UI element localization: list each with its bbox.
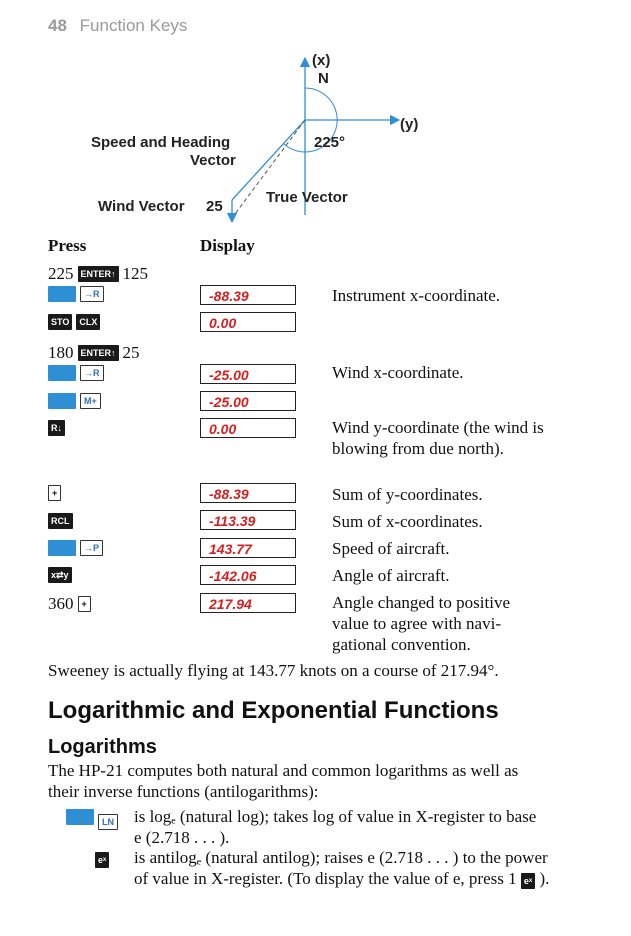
press-row-10 (48, 540, 103, 556)
ln-key: LN (98, 814, 118, 830)
to-rect-key: →R (80, 286, 104, 302)
blue-shift-key (48, 365, 76, 381)
press-value: 360 (48, 594, 74, 613)
plus-key: + (48, 485, 61, 501)
press-column-header: Press (48, 236, 87, 255)
speed-heading-vector (232, 120, 305, 200)
clx-key: CLX (76, 314, 100, 330)
wind-value-label: 25 (206, 198, 223, 215)
display-readout: 217.94 (200, 593, 296, 613)
section-title: Logarithmic and Exponential Functions (48, 697, 499, 724)
enter-key: ENTER↑ (78, 345, 119, 361)
ex-keys (95, 850, 109, 868)
press-row-5 (48, 365, 104, 381)
angle-label: 225° (314, 134, 346, 151)
press-row-2 (48, 286, 104, 302)
press-row-9 (48, 513, 73, 529)
ex-key: eˣ (95, 852, 109, 868)
y-axis-label: (y) (400, 116, 419, 133)
press-row-3 (48, 314, 100, 330)
press-value: 180 (48, 343, 74, 362)
rcl-key: RCL (48, 513, 73, 529)
x-axis-label: (x) (312, 52, 331, 69)
blue-shift-key (66, 809, 94, 825)
description: Speed of aircraft. (332, 539, 450, 558)
r-down-key: R↓ (48, 420, 65, 436)
blue-shift-key (48, 540, 76, 556)
press-row-4 (48, 343, 140, 363)
summary-sentence: Sweeney is actually flying at 143.77 knots on a course of 217.94°. (48, 661, 499, 680)
to-rect-key: →R (80, 365, 104, 381)
description: Sum of y-coordinates. (332, 485, 483, 504)
to-polar-key: →P (80, 540, 103, 556)
ex-description-text: is antilogₑ (natural antilog); raises e (2.718 . . . ) to the power of value in X-register. (To display the value of e, press (134, 848, 548, 888)
subsection-title: Logarithms (48, 736, 157, 758)
press-row-12 (48, 594, 91, 614)
ex-close: ). (539, 869, 550, 888)
description: Instrument x-coordinate. (332, 286, 501, 305)
north-label: N (318, 70, 329, 87)
press-value: 125 (122, 264, 149, 283)
press-row-7 (48, 420, 65, 436)
description: Wind y-coordinate (the wind is blowing from due north). (332, 418, 544, 458)
page-header (48, 16, 187, 36)
press-value: 25 (122, 343, 140, 362)
intro-paragraph: The HP-21 computes both natural and common logarithms as well as their inverse functions (antilogarithms): (48, 761, 519, 801)
display-column-header: Display (200, 236, 255, 255)
blue-shift-key (48, 393, 76, 409)
display-readout: -25.00 (200, 391, 296, 411)
m-plus-key: M+ (80, 393, 101, 409)
ex-key: eˣ (521, 873, 535, 889)
ln-description: is logₑ (natural log); takes log of value in X-register to base e (2.718 . . . ). (134, 807, 537, 847)
ln-keys (66, 809, 118, 830)
ex-press-value: 1 (508, 869, 517, 888)
display-readout: -113.39 (200, 510, 296, 530)
press-row-6 (48, 393, 101, 409)
x-exchange-y-key: x⇄y (48, 567, 72, 583)
plus-key: + (78, 596, 91, 612)
description: Sum of x-coordinates. (332, 512, 483, 531)
display-readout: -88.39 (200, 285, 296, 305)
display-readout: 0.00 (200, 312, 296, 332)
sto-key: STO (48, 314, 72, 330)
page-header-title: Function Keys (79, 16, 188, 35)
description: Angle changed to positive value to agree with navigational convention. (332, 593, 510, 654)
press-row-8 (48, 485, 61, 501)
press-row-1 (48, 264, 148, 284)
display-readout: 0.00 (200, 418, 296, 438)
description: Angle of aircraft. (332, 566, 450, 585)
display-readout: -88.39 (200, 483, 296, 503)
wind-vector-label: Wind Vector (98, 198, 185, 215)
true-vector-label: True Vector (266, 189, 348, 206)
page-number: 48 (48, 16, 67, 35)
enter-key: ENTER↑ (78, 266, 119, 282)
description: Wind x-coordinate. (332, 363, 464, 382)
display-readout: -142.06 (200, 565, 296, 585)
display-readout: 143.77 (200, 538, 296, 558)
speed-heading-label-2: Vector (190, 152, 236, 169)
speed-heading-label-1: Speed and Heading (91, 134, 231, 151)
blue-shift-key (48, 286, 76, 302)
press-row-11 (48, 567, 72, 583)
ex-description (134, 847, 554, 889)
press-value: 225 (48, 264, 74, 283)
display-readout: -25.00 (200, 364, 296, 384)
